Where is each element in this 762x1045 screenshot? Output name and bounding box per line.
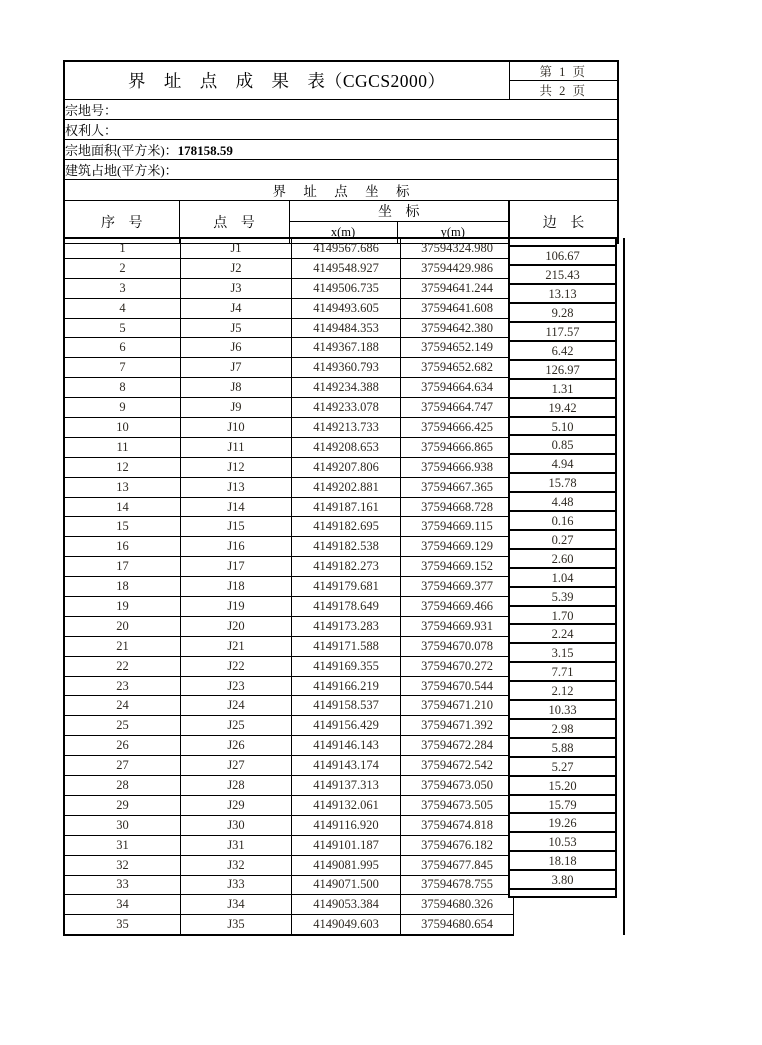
- cell-x: 4149493.605: [292, 298, 401, 318]
- survey-form-header: [63, 60, 619, 244]
- table-row[interactable]: [64, 696, 624, 716]
- cell-side-placeholder: [514, 557, 625, 577]
- cell-point: J24: [181, 696, 292, 716]
- cell-seq: 1: [64, 238, 181, 258]
- section-band-label: 界 址 点 坐 标: [272, 184, 417, 199]
- column-header-point-label: 点 号: [213, 216, 260, 231]
- cell-side-placeholder: [514, 835, 625, 855]
- cell-side-placeholder: [514, 656, 625, 676]
- cell-x: 4149207.806: [292, 457, 401, 477]
- table-row[interactable]: [64, 795, 624, 815]
- table-row[interactable]: [64, 457, 624, 477]
- cell-side-length: 7.71: [508, 662, 617, 681]
- cell-side-placeholder: [514, 437, 625, 457]
- cell-point: J12: [181, 457, 292, 477]
- column-header-coord-group: [289, 201, 509, 222]
- column-header-coord-group-label: 坐 标: [378, 205, 425, 220]
- cell-side-placeholder: [514, 736, 625, 756]
- column-header-x: x(m): [289, 222, 397, 244]
- cell-side-length: 15.20: [508, 776, 617, 795]
- page-title-cjk: 界 址 点 成 果 表: [127, 71, 332, 91]
- cell-side-placeholder: [514, 298, 625, 318]
- table-row[interactable]: [64, 736, 624, 756]
- cell-side-placeholder: [514, 398, 625, 418]
- cell-y: 37594673.050: [401, 776, 514, 796]
- cell-point: J17: [181, 557, 292, 577]
- cell-x: 4149234.388: [292, 378, 401, 398]
- column-header-side-label: 边 长: [542, 216, 590, 231]
- parcel-area-field[interactable]: [64, 140, 618, 160]
- cell-side-length: 13.13: [508, 284, 617, 303]
- column-header-seq-label: 序 号: [101, 216, 148, 231]
- cell-seq: 5: [64, 318, 181, 338]
- table-row[interactable]: [64, 497, 624, 517]
- cell-seq: 8: [64, 378, 181, 398]
- cell-point: J13: [181, 477, 292, 497]
- cell-x: 4149213.733: [292, 418, 401, 438]
- info-row-owner: [64, 120, 618, 140]
- cell-x: 4149484.353: [292, 318, 401, 338]
- title-row: [64, 61, 618, 81]
- cell-side-placeholder: [514, 716, 625, 736]
- cell-seq: 23: [64, 676, 181, 696]
- section-band-row: [64, 180, 618, 201]
- cell-side-placeholder: [514, 358, 625, 378]
- cell-seq: 21: [64, 636, 181, 656]
- cell-seq: 29: [64, 795, 181, 815]
- parcel-no-label: 宗地号：: [65, 103, 118, 118]
- cell-side-length: 2.12: [508, 681, 617, 700]
- page-title: [64, 61, 509, 100]
- cell-seq: 32: [64, 855, 181, 875]
- table-row[interactable]: [64, 915, 624, 935]
- cell-y: 37594677.845: [401, 855, 514, 875]
- cell-seq: 2: [64, 258, 181, 278]
- cell-side-length: 2.24: [508, 624, 617, 643]
- cell-seq: 11: [64, 437, 181, 457]
- cell-side-placeholder: [514, 278, 625, 298]
- table-row[interactable]: [64, 258, 624, 278]
- parcel-no-field[interactable]: [64, 100, 618, 120]
- column-header-y: y(m): [397, 222, 509, 244]
- cell-point: J18: [181, 577, 292, 597]
- cell-point: J35: [181, 915, 292, 935]
- cell-side-length: 106.67: [508, 246, 617, 265]
- cell-side-placeholder: [514, 537, 625, 557]
- cell-x: 4149171.588: [292, 636, 401, 656]
- owner-label: 权利人：: [65, 123, 118, 138]
- cell-side-placeholder: [514, 795, 625, 815]
- cell-y: 37594666.425: [401, 418, 514, 438]
- table-row[interactable]: [64, 855, 624, 875]
- cell-y: 37594664.634: [401, 378, 514, 398]
- info-row-building-area: [64, 160, 618, 180]
- cell-point: J27: [181, 756, 292, 776]
- cell-side-length: 15.79: [508, 795, 617, 814]
- cell-side-length: 0.16: [508, 511, 617, 530]
- cell-x: 4149169.355: [292, 656, 401, 676]
- cell-seq: 4: [64, 298, 181, 318]
- cell-side-length: 15.78: [508, 473, 617, 492]
- cell-point: J34: [181, 895, 292, 915]
- cell-y: 37594669.129: [401, 537, 514, 557]
- cell-point: J29: [181, 795, 292, 815]
- cell-point: J19: [181, 597, 292, 617]
- cell-y: 37594666.865: [401, 437, 514, 457]
- cell-point: J26: [181, 736, 292, 756]
- cell-x: 4149053.384: [292, 895, 401, 915]
- table-row[interactable]: [64, 298, 624, 318]
- cell-seq: 34: [64, 895, 181, 915]
- cell-x: 4149101.187: [292, 835, 401, 855]
- cell-side-placeholder: [514, 577, 625, 597]
- cell-point: J2: [181, 258, 292, 278]
- cell-seq: 17: [64, 557, 181, 577]
- cell-y: 37594670.272: [401, 656, 514, 676]
- cell-seq: 14: [64, 497, 181, 517]
- cell-y: 37594669.931: [401, 616, 514, 636]
- cell-side-placeholder: [514, 776, 625, 796]
- table-row[interactable]: [64, 577, 624, 597]
- cell-point: J16: [181, 537, 292, 557]
- cell-point: J11: [181, 437, 292, 457]
- cell-y: 37594670.078: [401, 636, 514, 656]
- cell-side-placeholder: [514, 338, 625, 358]
- cell-point: J6: [181, 338, 292, 358]
- cell-side-length: 6.42: [508, 341, 617, 360]
- cell-side-placeholder: [514, 855, 625, 875]
- cell-point: J9: [181, 398, 292, 418]
- cell-point: J25: [181, 716, 292, 736]
- coordinate-table-body: [63, 237, 625, 936]
- table-row[interactable]: [64, 756, 624, 776]
- cell-seq: 22: [64, 656, 181, 676]
- cell-seq: 10: [64, 418, 181, 438]
- cell-point: J30: [181, 815, 292, 835]
- cell-point: J32: [181, 855, 292, 875]
- cell-x: 4149367.188: [292, 338, 401, 358]
- table-row[interactable]: [64, 358, 624, 378]
- cell-side-placeholder: [514, 676, 625, 696]
- cell-side-placeholder: [514, 517, 625, 537]
- cell-seq: 13: [64, 477, 181, 497]
- cell-y: 37594664.747: [401, 398, 514, 418]
- cell-y: 37594324.980: [401, 238, 514, 258]
- cell-y: 37594642.380: [401, 318, 514, 338]
- page-total: 共 2 页: [509, 81, 618, 100]
- cell-side-length: 18.18: [508, 851, 617, 870]
- cell-x: 4149143.174: [292, 756, 401, 776]
- table-row[interactable]: [64, 895, 624, 915]
- cell-y: 37594674.818: [401, 815, 514, 835]
- parcel-area-label: 宗地面积(平方米)：: [65, 143, 178, 158]
- cell-seq: 15: [64, 517, 181, 537]
- cell-x: 4149146.143: [292, 736, 401, 756]
- column-header-row-1: [64, 201, 618, 222]
- table-row[interactable]: [64, 238, 624, 258]
- cell-x: 4149156.429: [292, 716, 401, 736]
- cell-x: 4149071.500: [292, 875, 401, 895]
- cell-point: J15: [181, 517, 292, 537]
- cell-x: 4149116.920: [292, 815, 401, 835]
- cell-side-placeholder: [514, 895, 625, 915]
- table-row[interactable]: [64, 318, 624, 338]
- cell-side-length: 2.60: [508, 549, 617, 568]
- table-row[interactable]: [64, 815, 624, 835]
- cell-x: 4149548.927: [292, 258, 401, 278]
- cell-x: 4149173.283: [292, 616, 401, 636]
- cell-side-length: 9.28: [508, 303, 617, 322]
- cell-y: 37594669.466: [401, 597, 514, 617]
- cell-seq: 19: [64, 597, 181, 617]
- cell-point: J7: [181, 358, 292, 378]
- cell-seq: 25: [64, 716, 181, 736]
- cell-y: 37594641.244: [401, 278, 514, 298]
- cell-side-length: 4.48: [508, 492, 617, 511]
- cell-side-length: 10.53: [508, 832, 617, 851]
- cell-seq: 24: [64, 696, 181, 716]
- cell-side-placeholder: [514, 915, 625, 935]
- cell-y: 37594429.986: [401, 258, 514, 278]
- cell-side-length: 4.94: [508, 454, 617, 473]
- cell-y: 37594671.392: [401, 716, 514, 736]
- building-area-label: 建筑占地(平方米)：: [65, 163, 178, 178]
- cell-seq: 26: [64, 736, 181, 756]
- cell-side-length: 5.27: [508, 757, 617, 776]
- cell-point: J31: [181, 835, 292, 855]
- table-row[interactable]: [64, 716, 624, 736]
- cell-x: 4149202.881: [292, 477, 401, 497]
- cell-seq: 7: [64, 358, 181, 378]
- cell-y: 37594652.682: [401, 358, 514, 378]
- cell-x: 4149132.061: [292, 795, 401, 815]
- page-title-suffix: （CGCS2000）: [324, 71, 446, 91]
- cell-x: 4149567.686: [292, 238, 401, 258]
- table-row[interactable]: [64, 875, 624, 895]
- owner-field[interactable]: [64, 120, 618, 140]
- cell-y: 37594666.938: [401, 457, 514, 477]
- cell-seq: 28: [64, 776, 181, 796]
- cell-side-placeholder: [514, 636, 625, 656]
- cell-side-placeholder: [514, 497, 625, 517]
- cell-x: 4149179.681: [292, 577, 401, 597]
- cell-y: 37594669.115: [401, 517, 514, 537]
- cell-point: J1: [181, 238, 292, 258]
- cell-x: 4149049.603: [292, 915, 401, 935]
- cell-side-placeholder: [514, 457, 625, 477]
- info-row-parcel-area: [64, 140, 618, 160]
- cell-side-placeholder: [514, 477, 625, 497]
- cell-y: 37594678.755: [401, 875, 514, 895]
- cell-side-length: 10.33: [508, 700, 617, 719]
- cell-x: 4149187.161: [292, 497, 401, 517]
- cell-y: 37594669.152: [401, 557, 514, 577]
- cell-y: 37594673.505: [401, 795, 514, 815]
- cell-x: 4149182.273: [292, 557, 401, 577]
- cell-x: 4149506.735: [292, 278, 401, 298]
- cell-side-length: 5.39: [508, 587, 617, 606]
- table-row[interactable]: [64, 517, 624, 537]
- cell-point: J20: [181, 616, 292, 636]
- cell-side-placeholder: [514, 756, 625, 776]
- cell-side-placeholder: [514, 418, 625, 438]
- cell-seq: 33: [64, 875, 181, 895]
- cell-side-length: 19.42: [508, 398, 617, 417]
- cell-side-placeholder: [514, 597, 625, 617]
- cell-seq: 16: [64, 537, 181, 557]
- cell-seq: 31: [64, 835, 181, 855]
- cell-side-placeholder: [514, 696, 625, 716]
- cell-side-length: 117.57: [508, 322, 617, 341]
- building-area-field[interactable]: [64, 160, 618, 180]
- cell-side-length: 0.27: [508, 530, 617, 549]
- cell-side-length: 5.88: [508, 738, 617, 757]
- table-row[interactable]: [64, 597, 624, 617]
- table-row[interactable]: [64, 656, 624, 676]
- cell-side-placeholder: [514, 378, 625, 398]
- cell-seq: 18: [64, 577, 181, 597]
- cell-side-length: 1.04: [508, 568, 617, 587]
- table-row[interactable]: [64, 835, 624, 855]
- cell-y: 37594668.728: [401, 497, 514, 517]
- cell-side-length: 1.70: [508, 606, 617, 625]
- cell-seq: 9: [64, 398, 181, 418]
- cell-point: J14: [181, 497, 292, 517]
- cell-y: 37594680.326: [401, 895, 514, 915]
- table-row[interactable]: [64, 378, 624, 398]
- table-row[interactable]: [64, 537, 624, 557]
- cell-point: J5: [181, 318, 292, 338]
- coordinate-table: [63, 237, 617, 936]
- cell-side-length: 215.43: [508, 265, 617, 284]
- cell-point: J8: [181, 378, 292, 398]
- cell-y: 37594672.284: [401, 736, 514, 756]
- page-current: 第 1 页: [509, 61, 618, 81]
- cell-x: 4149158.537: [292, 696, 401, 716]
- cell-point: J23: [181, 676, 292, 696]
- cell-side-length: 3.15: [508, 643, 617, 662]
- cell-seq: 27: [64, 756, 181, 776]
- cell-side-length: 1.31: [508, 379, 617, 398]
- table-row[interactable]: [64, 437, 624, 457]
- section-band: [64, 180, 618, 201]
- cell-side-placeholder: [514, 815, 625, 835]
- cell-x: 4149182.695: [292, 517, 401, 537]
- table-row[interactable]: [64, 338, 624, 358]
- table-row[interactable]: [64, 557, 624, 577]
- info-row-parcel-no: [64, 100, 618, 120]
- cell-seq: 12: [64, 457, 181, 477]
- cell-side-length: 19.26: [508, 813, 617, 832]
- table-row[interactable]: [64, 418, 624, 438]
- cell-side-length: 3.80: [508, 870, 617, 889]
- cell-point: J3: [181, 278, 292, 298]
- cell-side-length: 2.98: [508, 719, 617, 738]
- cell-seq: 35: [64, 915, 181, 935]
- cell-x: 4149137.313: [292, 776, 401, 796]
- cell-seq: 20: [64, 616, 181, 636]
- cell-x: 4149166.219: [292, 676, 401, 696]
- cell-side-placeholder: [514, 238, 625, 258]
- cell-point: J22: [181, 656, 292, 676]
- cell-point: J21: [181, 636, 292, 656]
- cell-point: J4: [181, 298, 292, 318]
- cell-x: 4149208.653: [292, 437, 401, 457]
- cell-side-length: 126.97: [508, 360, 617, 379]
- table-row[interactable]: [64, 477, 624, 497]
- cell-y: 37594667.365: [401, 477, 514, 497]
- cell-x: 4149360.793: [292, 358, 401, 378]
- table-row[interactable]: [64, 776, 624, 796]
- cell-x: 4149182.538: [292, 537, 401, 557]
- table-row[interactable]: [64, 398, 624, 418]
- cell-y: 37594676.182: [401, 835, 514, 855]
- cell-y: 37594641.608: [401, 298, 514, 318]
- cell-x: 4149081.995: [292, 855, 401, 875]
- cell-side-length: 0.85: [508, 435, 617, 454]
- table-row[interactable]: [64, 278, 624, 298]
- cell-side-length: 5.10: [508, 417, 617, 436]
- cell-y: 37594672.542: [401, 756, 514, 776]
- cell-x: 4149233.078: [292, 398, 401, 418]
- cell-side-placeholder: [514, 616, 625, 636]
- table-row[interactable]: [64, 636, 624, 656]
- cell-y: 37594652.149: [401, 338, 514, 358]
- table-row[interactable]: [64, 676, 624, 696]
- cell-y: 37594669.377: [401, 577, 514, 597]
- cell-side-placeholder: [514, 258, 625, 278]
- parcel-area-value: 178158.59: [177, 143, 233, 158]
- cell-y: 37594680.654: [401, 915, 514, 935]
- cell-seq: 3: [64, 278, 181, 298]
- cell-side-placeholder: [514, 318, 625, 338]
- cell-y: 37594670.544: [401, 676, 514, 696]
- table-row[interactable]: [64, 616, 624, 636]
- cell-side-placeholder: [514, 875, 625, 895]
- cell-point: J28: [181, 776, 292, 796]
- cell-seq: 6: [64, 338, 181, 358]
- cell-seq: 30: [64, 815, 181, 835]
- cell-point: J10: [181, 418, 292, 438]
- cell-x: 4149178.649: [292, 597, 401, 617]
- cell-y: 37594671.210: [401, 696, 514, 716]
- cell-point: J33: [181, 875, 292, 895]
